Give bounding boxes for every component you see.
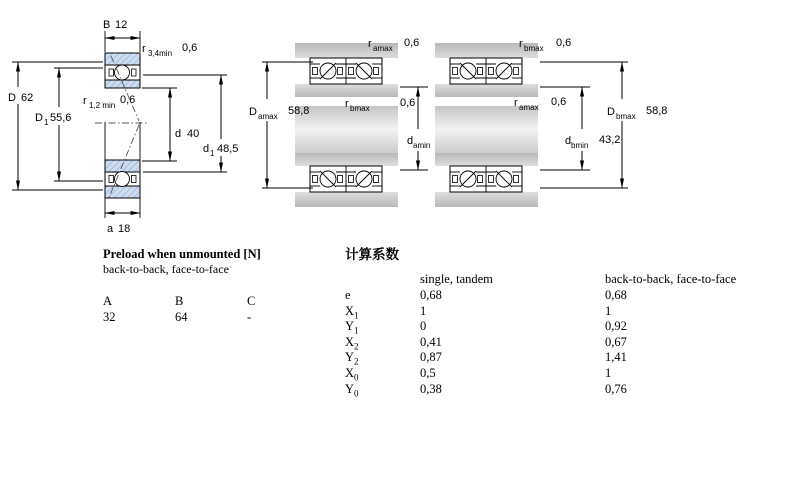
bearing-section-bottom — [95, 122, 147, 218]
factors-title: 计算系数 — [345, 247, 399, 262]
factor-value: 0,68 — [420, 288, 442, 302]
dim-B-value: 12 — [115, 19, 128, 31]
dim-dbmin-sub: bmin — [571, 141, 589, 150]
dim-B-letter: B — [103, 19, 111, 31]
inner-ring-hatch — [105, 80, 140, 88]
dim-ramax-mid — [514, 96, 566, 112]
factor-symbol: X — [345, 303, 355, 318]
factor-symbol: X — [345, 365, 355, 380]
dim-r12-sub: 1,2 min — [89, 101, 116, 110]
factor-row-label — [345, 366, 420, 382]
factor-symbol-sub: 1 — [354, 310, 359, 321]
factor-symbol-sub: 0 — [354, 388, 359, 399]
dim-d1-value: 48,5 — [217, 143, 239, 155]
factors-col1-header: single, tandem — [420, 272, 493, 286]
factor-row-label — [345, 304, 420, 320]
preload-col-header: C — [247, 294, 256, 308]
bearing-pair-top — [450, 58, 522, 84]
factors-grid — [345, 270, 785, 397]
factor-value: 0,41 — [420, 334, 442, 349]
dim-r12 — [83, 94, 135, 110]
factor-symbol: Y — [345, 350, 355, 365]
factor-symbol: Y — [345, 319, 355, 334]
factor-symbol: X — [345, 334, 355, 349]
cage-pocket — [109, 69, 114, 76]
dim-d1 — [143, 75, 238, 172]
factor-value: 0,67 — [605, 334, 627, 349]
shaft-shoulder-top — [295, 84, 398, 97]
factor-row-label — [345, 288, 420, 304]
calculation-factors-table — [345, 248, 785, 397]
bearing-pair-bottom — [450, 166, 522, 192]
dim-r12-letter: r — [83, 95, 87, 107]
dim-d — [142, 88, 199, 161]
dim-r34 — [142, 42, 197, 58]
shaft — [435, 106, 538, 153]
dim-d-value: 40 — [187, 128, 200, 140]
factor-value: 0,92 — [605, 319, 627, 334]
dim-D1 — [35, 68, 103, 181]
dim-D1-sub: 1 — [44, 118, 49, 127]
factor-symbol: Y — [345, 381, 355, 396]
outer-ring-hatch — [105, 186, 140, 198]
arrangement-figure-a — [249, 37, 462, 207]
factor-symbol-sub: 1 — [354, 325, 359, 336]
dim-damin-sub: amin — [413, 141, 431, 150]
dim-r34-letter: r — [142, 43, 146, 55]
dim-Damax-sub: amax — [258, 112, 278, 121]
dim-Damax-letter: D — [249, 106, 257, 118]
factor-symbol-sub: 0 — [354, 372, 359, 383]
dim-rbmax-sub: bmax — [524, 44, 544, 53]
preload-value: 32 — [103, 309, 116, 324]
preload-table — [103, 247, 307, 325]
bearing-cross-section-figure — [8, 19, 238, 235]
factor-value: 1 — [420, 303, 427, 318]
housing-bottom — [435, 192, 538, 207]
factor-symbol-sub: 2 — [354, 341, 359, 352]
dim-r34-sub: 3,4min — [148, 49, 173, 58]
dim-Dbmax-value: 58,8 — [646, 105, 668, 117]
dim-rbmax-letter: r — [345, 98, 349, 110]
housing-bottom — [295, 192, 398, 207]
dim-r34-value: 0,6 — [182, 42, 198, 54]
dim-rbmax-sub: bmax — [350, 104, 370, 113]
factor-value: 1 — [605, 365, 612, 380]
factor-value: 0,87 — [420, 350, 442, 365]
dim-damin-letter: d — [407, 135, 414, 147]
dim-rbmax-value: 0,6 — [556, 37, 572, 49]
dim-a-letter: a — [107, 223, 114, 235]
dim-D1-value: 55,6 — [50, 112, 72, 124]
preload-value: 64 — [175, 309, 188, 324]
dim-rbmax-value: 0,6 — [400, 97, 416, 109]
shaft-shoulder-bottom — [295, 153, 398, 166]
factor-value: 1 — [605, 303, 612, 318]
dim-ramax-letter: r — [368, 38, 372, 50]
shaft-shoulder-bottom — [435, 153, 538, 166]
factor-value: 0 — [420, 319, 427, 334]
cage-pocket — [109, 176, 114, 183]
preload-col-header: A — [103, 294, 113, 308]
cage-pocket — [132, 69, 137, 76]
shaft-shoulder-top — [435, 84, 538, 97]
dim-B — [103, 19, 140, 52]
dim-d-letter: d — [175, 128, 182, 140]
dim-ramax-value: 0,6 — [551, 96, 567, 108]
factor-row-label — [345, 350, 420, 366]
dim-ramax-value: 0,6 — [404, 37, 420, 49]
dim-r12-value: 0,6 — [120, 94, 136, 106]
factor-value: 0,76 — [605, 381, 627, 396]
factor-value: 0,5 — [420, 365, 436, 380]
dim-a-value: 18 — [118, 223, 131, 235]
preload-value: - — [247, 309, 252, 324]
dim-Dbmax — [540, 62, 667, 188]
dim-ramax-sub: amax — [519, 103, 539, 112]
preload-col-header: B — [175, 294, 184, 308]
factor-symbol: e — [345, 288, 351, 302]
bearing-pair-bottom — [310, 166, 382, 192]
dim-ramax-letter: r — [514, 97, 518, 109]
shaft — [295, 106, 398, 153]
preload-subtitle: back-to-back, face-to-face — [103, 262, 229, 276]
outer-ring-hatch — [105, 53, 140, 65]
factors-empty-header — [345, 270, 420, 288]
bearing-section-top — [105, 53, 140, 121]
dim-a — [105, 213, 140, 235]
dim-dbmin-letter: d — [565, 135, 572, 147]
dim-d1-sub: 1 — [210, 149, 215, 158]
bearing-pair-top — [310, 58, 382, 84]
preload-grid — [103, 294, 307, 325]
factor-row-label — [345, 335, 420, 351]
dim-d1-letter: d — [203, 143, 210, 155]
cage-pocket — [132, 176, 137, 183]
factor-value: 0,68 — [605, 288, 627, 302]
dim-D1-letter: D — [35, 112, 43, 124]
factor-symbol-sub: 2 — [354, 356, 359, 367]
dim-rbmax-top — [519, 37, 571, 53]
bearing-drawings — [0, 0, 800, 245]
dim-rbmax-letter: r — [519, 38, 523, 50]
dim-D-letter: D — [8, 92, 16, 104]
ball — [115, 65, 130, 80]
preload-title: Preload when unmounted [N] — [103, 247, 261, 261]
dim-ramax-sub: amax — [373, 44, 393, 53]
dim-Dbmax-sub: bmax — [616, 112, 636, 121]
arrangement-figure-b — [435, 37, 667, 207]
factors-col2-header: back-to-back, face-to-face — [605, 272, 737, 286]
dim-D-value: 62 — [21, 92, 34, 104]
factor-value: 0,38 — [420, 381, 442, 396]
dim-dbmin-value: 43,2 — [599, 134, 621, 146]
dim-Damax-value: 58,8 — [288, 105, 310, 117]
dim-D — [8, 62, 103, 190]
factor-row-label — [345, 319, 420, 335]
factor-value: 1,41 — [605, 350, 627, 365]
dim-Dbmax-letter: D — [607, 106, 615, 118]
factor-row-label — [345, 382, 420, 398]
